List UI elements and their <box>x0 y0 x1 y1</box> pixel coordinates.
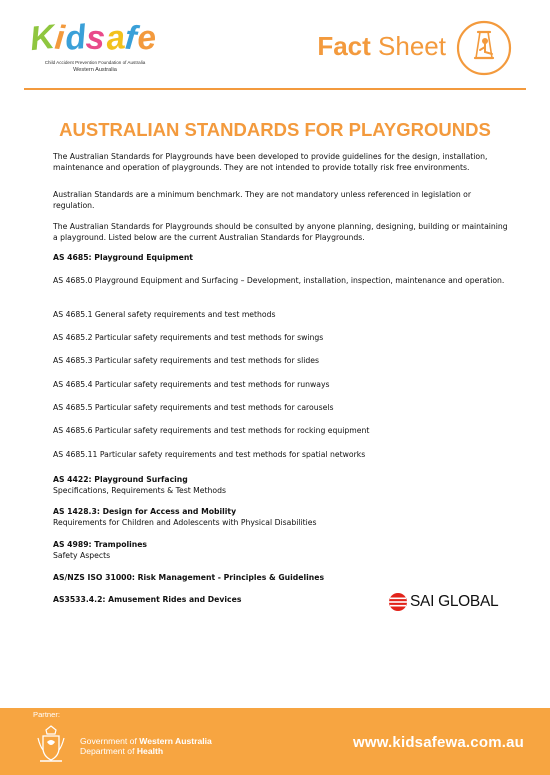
partner-label: Partner: <box>33 710 61 719</box>
intro-paragraph-2: Australian Standards are a minimum benchmark. They are not mandatory unless referenced in legislation or regulation. <box>53 190 472 210</box>
as4685-heading: AS 4685: Playground Equipment <box>53 253 193 262</box>
sai-global-mark-icon <box>388 592 408 612</box>
logo-subtitle: Child Accident Prevention Foundation of Australia <box>44 60 146 65</box>
iso31000-heading: AS/NZS ISO 31000: Risk Management - Principles & Guidelines <box>53 573 325 582</box>
as4685-3-item: AS 4685.3 Particular safety requirements and test methods for slides <box>53 356 319 365</box>
dept-prefix: Department of <box>80 746 137 756</box>
as4989-heading: AS 4989: Trampolines <box>53 540 148 549</box>
logo-letter: i <box>53 18 67 58</box>
page-title: AUSTRALIAN STANDARDS FOR PLAYGROUNDS <box>59 119 491 140</box>
as4685-0-item: AS 4685.0 Playground Equipment and Surfacing – Development, installation, inspection, maintenance and operation. <box>53 276 505 285</box>
gov-state: Western Australia <box>139 736 212 746</box>
as4422-heading: AS 4422: Playground Surfacing <box>53 475 188 484</box>
as4685-2-item: AS 4685.2 Particular safety requirements and test methods for swings <box>53 333 324 342</box>
logo-letter: a <box>103 18 128 58</box>
as4422-description: Specifications, Requirements & Test Methods <box>53 486 226 495</box>
kidsafe-logo-word <box>28 17 159 59</box>
logo-letter: e <box>135 18 159 58</box>
as4989-description: Safety Aspects <box>53 551 111 560</box>
sai-global-text: SAI GLOBAL <box>410 593 499 610</box>
dept-name: Health <box>136 746 164 756</box>
sheet-word: Sheet <box>378 31 446 61</box>
logo-letter: s <box>84 18 108 58</box>
swing-icon <box>456 20 512 76</box>
fact-word: Fact <box>317 31 371 61</box>
intro-paragraph-1: The Australian Standards for Playgrounds have been developed to provide guidelines for the design, installation, maintenance and operation of playgrounds. They are not intended to provide totally risk free environments. <box>53 152 488 172</box>
kidsafe-logo <box>30 18 160 76</box>
header-divider <box>24 88 526 90</box>
as4685-5-item: AS 4685.5 Particular safety requirements and test methods for carousels <box>53 403 334 412</box>
as1428-heading: AS 1428.3: Design for Access and Mobility <box>53 507 237 516</box>
as4685-4-item: AS 4685.4 Particular safety requirements and test methods for runways <box>53 380 330 389</box>
department-name <box>80 746 163 757</box>
gov-prefix: Government of <box>80 736 140 746</box>
sai-global-logo <box>388 590 506 614</box>
as4685-11-item: AS 4685.11 Particular safety requirements and test methods for spatial networks <box>53 450 366 459</box>
logo-letter: d <box>63 17 89 59</box>
intro-paragraph-3: The Australian Standards for Playgrounds should be consulted by anyone planning, designing, building or maintaining a playground. Listed below are the current Australian Standards for Playgrounds. <box>53 222 508 242</box>
as1428-description: Requirements for Children and Adolescents with Physical Disabilities <box>53 518 317 527</box>
as4685-1-item: AS 4685.1 General safety requirements and test methods <box>53 310 276 319</box>
as4685-6-item: AS 4685.6 Particular safety requirements and test methods for rocking equipment <box>53 426 370 435</box>
logo-letter: K <box>28 17 57 59</box>
website-link[interactable]: www.kidsafewa.com.au <box>353 734 524 751</box>
logo-state: Western Australia <box>73 67 117 73</box>
logo-letter: f <box>123 18 139 58</box>
fact-sheet-title <box>317 30 446 62</box>
as3533-heading: AS3533.4.2: Amusement Rides and Devices <box>53 595 242 604</box>
wa-government-crest-icon <box>36 724 66 764</box>
